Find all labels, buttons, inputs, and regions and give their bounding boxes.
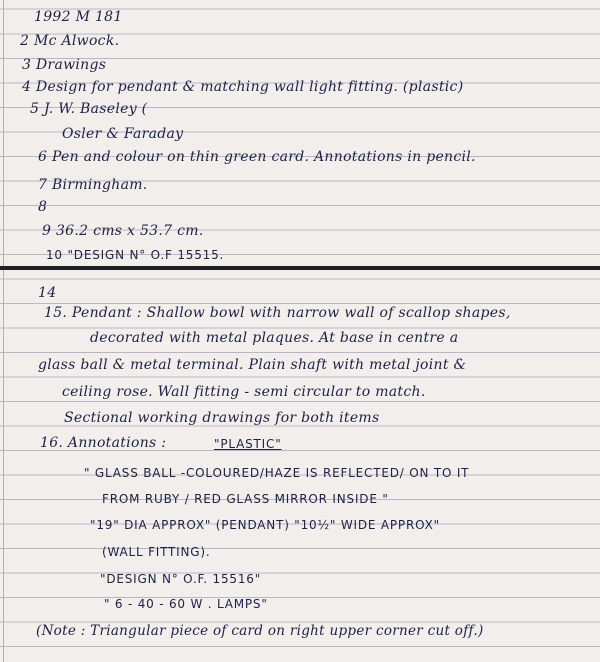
annotation-glass-ball-2: FROM RUBY / RED GLASS MIRROR INSIDE " (102, 492, 389, 506)
note-card-corner: (Note : Triangular piece of card on right upper corner cut off.) (36, 623, 484, 639)
entry-4-title: 4 Design for pendant & matching wall light fitting. (plastic) (22, 79, 464, 95)
entry-15-description-1: 15. Pendant : Shallow bowl with narrow wall of scallop shapes, (44, 305, 511, 321)
entry-8: 8 (38, 199, 48, 215)
entry-15-description-3: glass ball & metal terminal. Plain shaft with metal joint & (38, 357, 467, 373)
page-fold-shadow (0, 266, 600, 270)
entry-14: 14 (38, 285, 57, 301)
entry-16-heading: 16. Annotations : (40, 435, 167, 451)
entry-6-medium: 6 Pen and colour on thin green card. Annotations in pencil. (38, 149, 476, 165)
annotation-dimensions: "19" DIA APPROX" (PENDANT) "10½" WIDE APPROX" (90, 518, 440, 532)
entry-5-designer: 5 J. W. Baseley ( (30, 101, 148, 117)
annotation-plastic: "PLASTIC" (214, 437, 282, 451)
entry-9-dimensions: 9 36.2 cms x 53.7 cm. (42, 223, 204, 239)
annotation-glass-ball-1: " GLASS BALL -COLOURED/HAZE IS REFLECTED/ ON TO IT (84, 466, 470, 480)
entry-2-name: 2 Mc Alwock. (20, 33, 120, 49)
annotation-design-number: "DESIGN N° O.F. 15516" (100, 572, 262, 586)
entry-7-place: 7 Birmingham. (38, 177, 148, 193)
entry-10-inscription: 10 "DESIGN N° O.F 15515. (46, 248, 225, 262)
entry-15-description-4: ceiling rose. Wall fitting - semi circular to match. (62, 384, 426, 400)
margin-line (3, 0, 4, 662)
entry-5-maker: Osler & Faraday (62, 126, 184, 142)
catalogue-number: 1992 M 181 (34, 9, 123, 25)
annotation-lamps: " 6 - 40 - 60 W . LAMPS" (104, 597, 268, 611)
annotation-wall-fitting: (WALL FITTING). (102, 545, 211, 559)
entry-3-type: 3 Drawings (22, 57, 107, 73)
entry-15-description-5: Sectional working drawings for both items (64, 410, 380, 426)
entry-15-description-2: decorated with metal plaques. At base in centre a (90, 330, 459, 346)
